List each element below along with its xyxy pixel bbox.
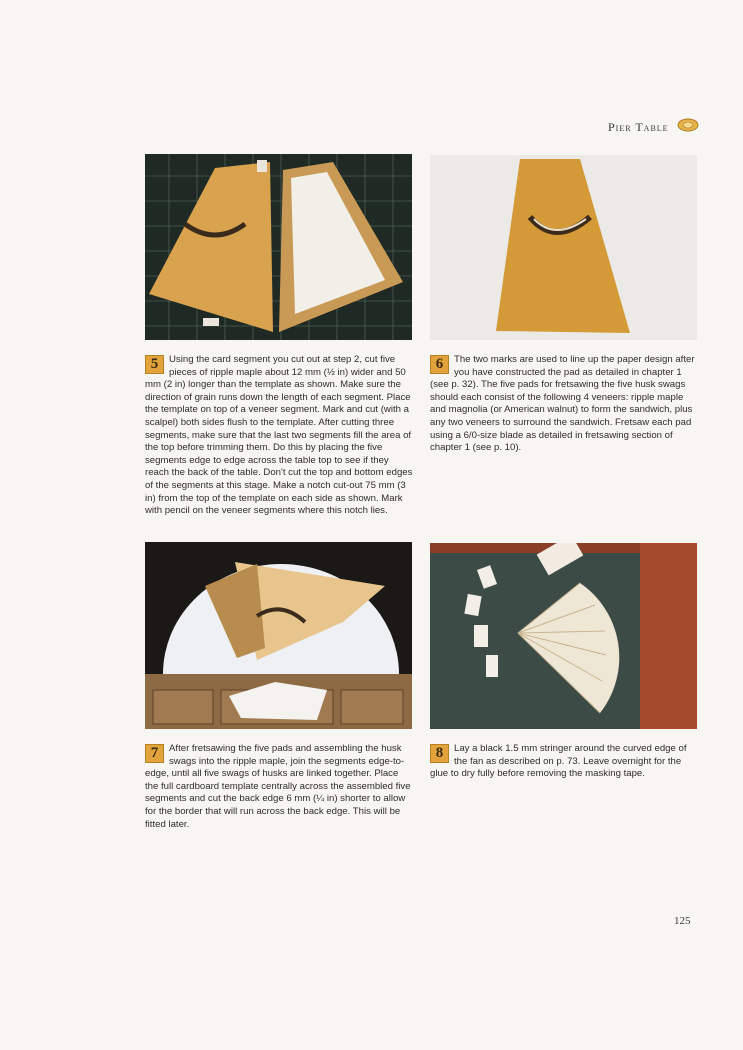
- step-7-text: After fretsawing the five pads and assembling the husk swags into the ripple maple, join the segments edge-to-edge, until all five swags of husks are linked together. Place the full cardboard template centrally across the assembled five segments and cut the back edge 6 mm (¼ in) shorter to allow for the border that will run across the back edge. This will be fitted later.: [145, 743, 411, 830]
- step-7-caption: [145, 743, 413, 831]
- running-head-title: Pier Table: [608, 120, 669, 134]
- fan-ornament-icon: [677, 118, 699, 132]
- step-6-badge: 6: [430, 355, 449, 374]
- step-6-text: The two marks are used to line up the paper design after you have constructed the pad as detailed in chapter 1 (see p. 32). The five pads for fretsawing the five husk swags should each consist of the following 4 veneers: ripple maple and magnolia (or American walnut) to form the sandwich, plus any two veneers to surround the sandwich. Fretsaw each pad using a 6/0-size blade as detailed in fretsawing section of chapter 1 (see p. 10).: [430, 354, 695, 454]
- step-5-text: Using the card segment you cut out at step 2, cut five pieces of ripple maple about 12 mm (½ in) wider and 50 mm (2 in) longer than the template as shown. Make sure the direction of grain runs down the length of each segment. Place the template on top of a veneer segment. Mark and cut (with a scalpel) both sides flush to the template. After cutting three segments, make sure that the last two segments fill the area of the top before trimming them. Do this by placing the five segments edge to edge across the table top to see if they reach the back of the table. Don't cut the top and bottom edges of the segments at this stage. Make a notch cut-out 75 mm (3 in) from the top of the template on each side as shown. Mark with pencil on the veneer segments where this notch lies.: [145, 354, 413, 517]
- step-7-badge: 7: [145, 744, 164, 763]
- photo-step-5: [145, 154, 412, 340]
- step-5-badge: 5: [145, 355, 164, 374]
- photo-step-6: [430, 155, 697, 340]
- step-8-caption: [430, 743, 698, 781]
- page-number: 125: [674, 915, 691, 927]
- running-head: [560, 117, 720, 135]
- step-8-badge: 8: [430, 744, 449, 763]
- photo-step-7: [145, 542, 412, 729]
- step-8-text: Lay a black 1.5 mm stringer around the curved edge of the fan as described on p. 73. Leave overnight for the glue to dry fully before removing the masking tape.: [430, 743, 687, 780]
- photo-step-8: [430, 543, 697, 729]
- step-5-caption: [145, 354, 413, 518]
- step-6-caption: [430, 354, 698, 455]
